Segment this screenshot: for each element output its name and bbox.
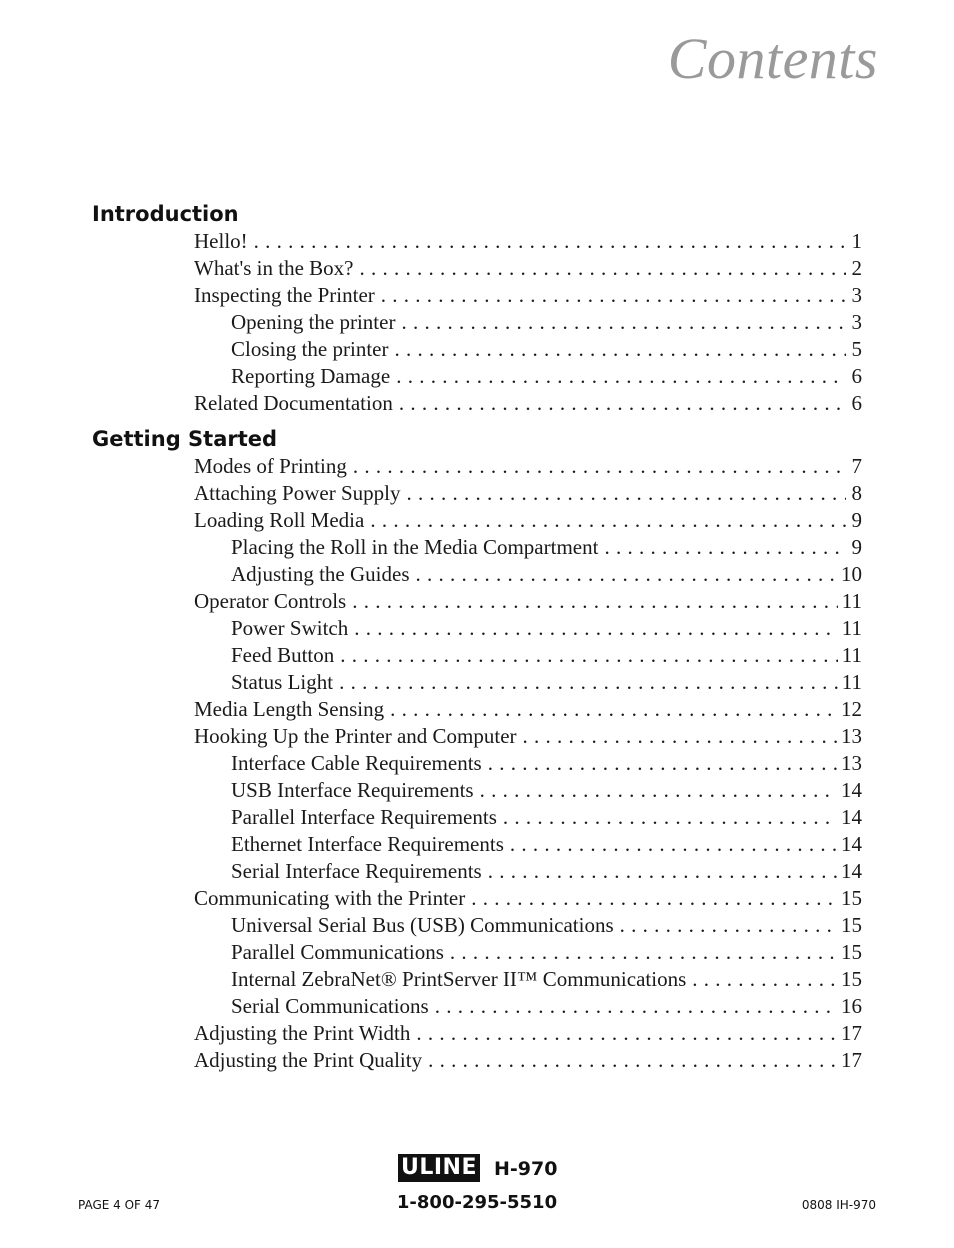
toc-entry-page: 16 [841,994,862,1018]
dot-leader [401,309,846,335]
dot-leader [360,255,847,281]
dot-leader [352,588,838,614]
toc-entry[interactable] [194,480,862,506]
toc-entry[interactable] [231,777,862,803]
dot-leader [399,390,846,416]
toc-entry[interactable] [231,831,862,857]
toc-entry-label: Status Light [231,670,334,694]
toc-entry[interactable] [231,750,862,776]
toc-entry-page: 13 [841,724,862,748]
toc-entry-label: Loading Roll Media [194,508,365,532]
toc-entry-page: 11 [841,643,862,667]
toc-entry-label: Adjusting the Print Quality [194,1048,423,1072]
phone-number: 1-800-295-5510 [396,1192,558,1213]
dot-leader [604,534,846,560]
model-number: H-970 [494,1158,558,1180]
section-heading: Introduction [92,202,239,226]
toc-entry-page: 12 [841,697,862,721]
dot-leader [254,228,846,254]
toc-entry-page: 3 [851,283,862,307]
uline-logo: ULINE [398,1154,480,1182]
toc-entry-page: 14 [841,859,862,883]
toc-entry-label: Related Documentation [194,391,393,415]
dot-leader [692,966,837,992]
dot-leader [488,750,837,776]
toc-entry-page: 3 [851,310,862,334]
toc-entry-label: Media Length Sensing [194,697,385,721]
toc-entry-label: Communicating with the Printer [194,886,466,910]
toc-entry[interactable] [231,669,862,695]
toc-entry[interactable] [194,723,862,749]
toc-entry-page: 2 [851,256,862,280]
toc-entry-label: What's in the Box? [194,256,354,280]
toc-entry-page: 8 [851,481,862,505]
toc-entry-page: 14 [841,805,862,829]
toc-entry[interactable] [194,1047,862,1073]
toc-entry-page: 5 [851,337,862,361]
dot-leader [435,993,837,1019]
toc-entry-page: 6 [851,364,862,388]
page-title: Contents [667,26,878,91]
dot-leader [503,804,837,830]
toc-entry-label: Ethernet Interface Requirements [231,832,504,856]
toc-entry[interactable] [231,912,862,938]
dot-leader [416,561,838,587]
toc-entry[interactable] [231,858,862,884]
dot-leader [370,507,846,533]
toc-entry-label: Placing the Roll in the Media Compartment [231,535,599,559]
toc-entry-label: Closing the printer [231,337,389,361]
toc-entry-label: Parallel Interface Requirements [231,805,497,829]
dot-leader [523,723,837,749]
dot-leader [510,831,837,857]
toc-entry-page: 9 [851,508,862,532]
toc-entry-page: 11 [841,589,862,613]
toc-entry-label: Hello! [194,229,248,253]
dot-leader [354,615,838,641]
toc-entry[interactable] [231,336,862,362]
toc-entry[interactable] [231,966,862,992]
toc-entry-label: Adjusting the Guides [231,562,410,586]
toc-entry-page: 11 [841,616,862,640]
toc-entry[interactable] [194,885,862,911]
dot-leader [394,336,846,362]
toc-entry[interactable] [231,561,862,587]
toc-entry-label: Feed Button [231,643,335,667]
toc-entry[interactable] [194,696,862,722]
section-heading: Getting Started [92,427,278,451]
toc-entry-page: 15 [841,913,862,937]
toc-entry[interactable] [194,390,862,416]
toc-entry-page: 7 [851,454,862,478]
toc-entry-label: Parallel Communications [231,940,444,964]
toc-entry-page: 13 [841,751,862,775]
dot-leader [471,885,837,911]
toc-entry-label: Serial Interface Requirements [231,859,482,883]
toc-entry-label: Modes of Printing [194,454,347,478]
toc-entry-label: Inspecting the Printer [194,283,375,307]
toc-entry-label: Operator Controls [194,589,347,613]
toc-entry-page: 14 [841,778,862,802]
toc-entry-page: 17 [841,1021,862,1045]
document-code: 0808 IH-970 [801,1198,876,1212]
toc-entry-page: 15 [841,967,862,991]
toc-entry-label: Hooking Up the Printer and Computer [194,724,517,748]
toc-entry-label: USB Interface Requirements [231,778,474,802]
dot-leader [353,453,846,479]
toc-entry-page: 10 [841,562,862,586]
page-number: PAGE 4 OF 47 [78,1198,161,1212]
toc-entry[interactable] [194,453,862,479]
toc-entry-page: 6 [851,391,862,415]
toc-entry[interactable] [231,615,862,641]
dot-leader [416,1020,837,1046]
toc-entry-page: 17 [841,1048,862,1072]
toc-entry-page: 14 [841,832,862,856]
toc-entry[interactable] [194,255,862,281]
toc-entry[interactable] [231,804,862,830]
toc-entry[interactable] [194,228,862,254]
toc-entry-label: Opening the printer [231,310,396,334]
toc-entry[interactable] [194,588,862,614]
dot-leader [339,669,838,695]
toc-entry-label: Internal ZebraNet® PrintServer II™ Communications [231,967,687,991]
toc-entry-label: Attaching Power Supply [194,481,401,505]
toc-entry-page: 15 [841,940,862,964]
dot-leader [480,777,837,803]
dot-leader [488,858,837,884]
dot-leader [406,480,846,506]
toc-entry-label: Reporting Damage [231,364,391,388]
dot-leader [381,282,846,308]
toc-entry-page: 1 [851,229,862,253]
toc-entry-label: Serial Communications [231,994,429,1018]
dot-leader [450,939,837,965]
toc-entry[interactable] [231,642,862,668]
toc-entry[interactable] [194,507,862,533]
toc-entry[interactable] [231,993,862,1019]
toc-entry[interactable] [231,534,862,560]
toc-entry-label: Adjusting the Print Width [194,1021,411,1045]
toc-entry-label: Interface Cable Requirements [231,751,482,775]
dot-leader [620,912,837,938]
toc-entry[interactable] [194,1020,862,1046]
dot-leader [390,696,837,722]
toc-entry-label: Universal Serial Bus (USB) Communications [231,913,614,937]
toc-entry[interactable] [194,282,862,308]
toc-entry[interactable] [231,309,862,335]
toc-entry[interactable] [231,363,862,389]
dot-leader [396,363,846,389]
dot-leader [428,1047,837,1073]
toc-entry-page: 9 [851,535,862,559]
toc-entry[interactable] [231,939,862,965]
toc-entry-page: 11 [841,670,862,694]
dot-leader [340,642,838,668]
toc-entry-label: Power Switch [231,616,349,640]
toc-entry-page: 15 [841,886,862,910]
